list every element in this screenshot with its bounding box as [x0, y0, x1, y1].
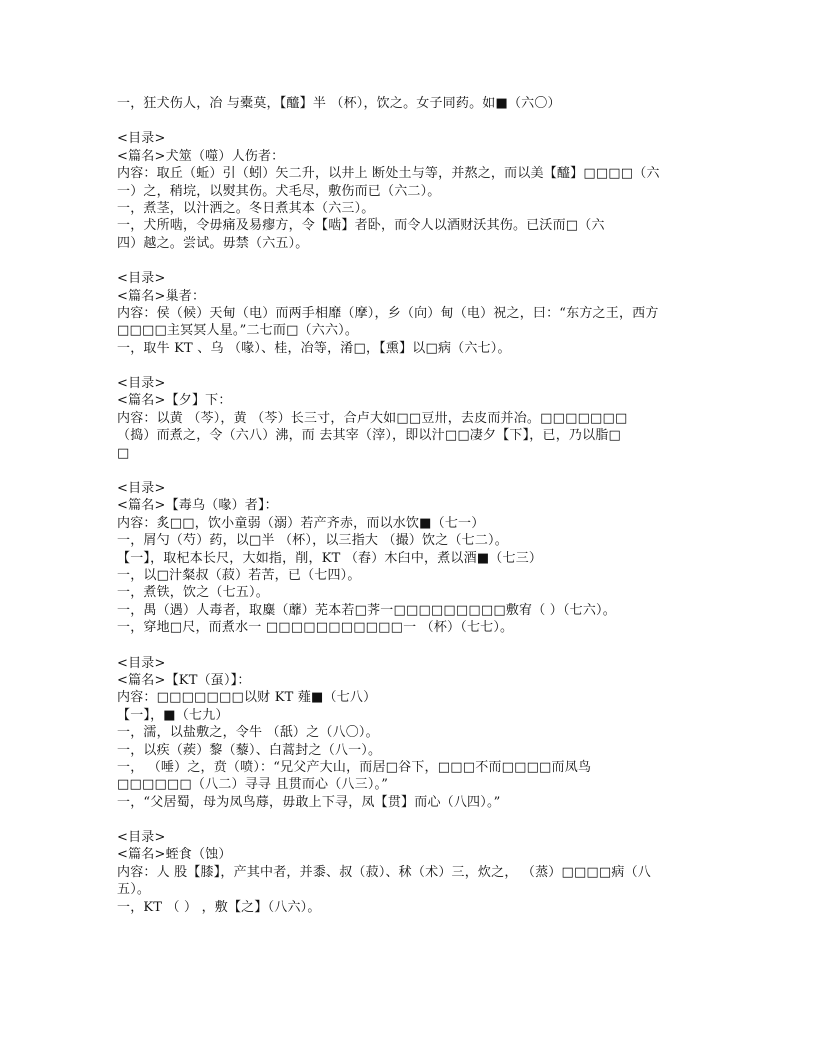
text-line: 一，以□汁粲叔（菽）若苦，已（七四）。 [117, 567, 361, 583]
text-line: 一，“父居蜀，母为凤鸟蓐，毋敢上下寻，凤【贯】而心（八四）。” [117, 794, 501, 810]
text-line: （捣）而煮之，令（六八）沸，而 去其宰（滓），即以汁□□凄夕【下】，已，乃以脂□ [117, 428, 621, 444]
text-line: 一，禺（遇）人毒者，取麋（蘼）芜本若□荠一□□□□□□□□□敷宥（ ）（七六）。 [117, 602, 616, 618]
section-title: <篇名>巢者： [117, 288, 206, 304]
text-line: 一，煮茎，以汁洒之。冬日煮其本（六三）。 [117, 200, 375, 216]
text-line: 一，屑勺（芍）药，以□半 （杯），以三指大 （撮）饮之（七二）。 [117, 533, 508, 549]
section-title: <篇名>【毒乌（喙）者】： [117, 498, 278, 514]
text-line: 一，取牛 KT 、乌 （喙）、桂，冶等，淆□，【熏】以□病（六七）。 [117, 340, 511, 356]
text-line: 内容：以黄 （芩），黄 （芩）长三寸，合卢大如□□豆卅，去皮而并冶。□□□□□□□ [117, 410, 628, 426]
text-line: 内容：□□□□□□□以财 KT 薤■（七八） [117, 690, 377, 706]
section [117, 829, 697, 916]
text-line: 一，穿地□尺，而煮水一 □□□□□□□□□□□一 （杯）（七七）。 [117, 620, 514, 636]
intro-line: 一，狂犬伤人，冶 与橐莫，【醯】半 （杯），饮之。女子同药。如■（六〇） [117, 96, 561, 111]
text-line: 一， （唾）之，贲（喷）：“兄父产大山，而居□谷下，□□□不而□□□□而凤鸟 [117, 759, 592, 775]
text-line: 内容：人 股【膝】，产其中者，并黍、叔（菽）、秫（术）三，炊之， （蒸）□□□□病（八 [117, 864, 651, 880]
text-line: □ [117, 445, 130, 461]
section [117, 375, 697, 462]
section-title: <篇名>犬筮（噬）人伤者： [117, 148, 285, 164]
text-line: 一，濡，以盐敷之，令牛 （舐）之（八〇）。 [117, 725, 379, 741]
section-title: <篇名>【KT（虿）】： [117, 672, 251, 688]
sections [117, 130, 697, 916]
text-line: 一）之，稍垸，以熨其伤。犬毛尽，敷伤而已（六二）。 [117, 183, 441, 199]
section [117, 130, 697, 252]
catalog-label: <目录> [117, 481, 166, 497]
text-line: 内容：取丘（蚯）引（蚓）矢二升，以井上 断处土与等，并熬之，而以美【醯】□□□□（六 [117, 166, 660, 182]
catalog-label: <目录> [117, 376, 166, 392]
text-line: 一，煮铁，饮之（七五）。 [117, 585, 269, 601]
text-line: □□□□□□（八二）寻寻 且贯而心（八三）。” [117, 777, 389, 793]
text-line: 一，以疾（蒺）黎（藜）、白蒿封之（八一）。 [117, 742, 382, 758]
text-line: 内容：炙□□，饮小童弱（溺）若产齐赤，而以水饮■（七一） [117, 515, 485, 531]
document-body [117, 95, 697, 916]
catalog-label: <目录> [117, 830, 166, 846]
section [117, 270, 697, 357]
section [117, 480, 697, 637]
text-line: □□□□主冥冥人星。”二七而□（六六）。 [117, 323, 359, 339]
text-line: 【一】，取杞本长尺，大如指，削，KT （舂）木臼中，煮以酒■（七三） [117, 550, 543, 566]
catalog-label: <目录> [117, 271, 166, 287]
text-line: 五）。 [117, 882, 151, 898]
catalog-label: <目录> [117, 131, 166, 147]
text-line: 一，KT （ ） ，敷【之】（八六）。 [117, 899, 321, 915]
section-title: <篇名>蛭食（蚀） [117, 847, 232, 863]
section [117, 655, 697, 812]
text-line: 四）越之。尝试。毋禁（六五）。 [117, 235, 309, 251]
catalog-label: <目录> [117, 655, 166, 671]
text-line: 内容：侯（候）天甸（电）而两手相靡（摩），乡（向）甸（电）祝之，曰：“东方之王，西方 [117, 305, 659, 321]
text-line: 【一】，■（七九） [117, 707, 229, 723]
text-line: 一，犬所啮，令毋痛及易瘳方，令【啮】者卧，而令人以酒财沃其伤。已沃而□（六 [117, 218, 605, 234]
section-title: <篇名>【夕】下： [117, 393, 232, 409]
